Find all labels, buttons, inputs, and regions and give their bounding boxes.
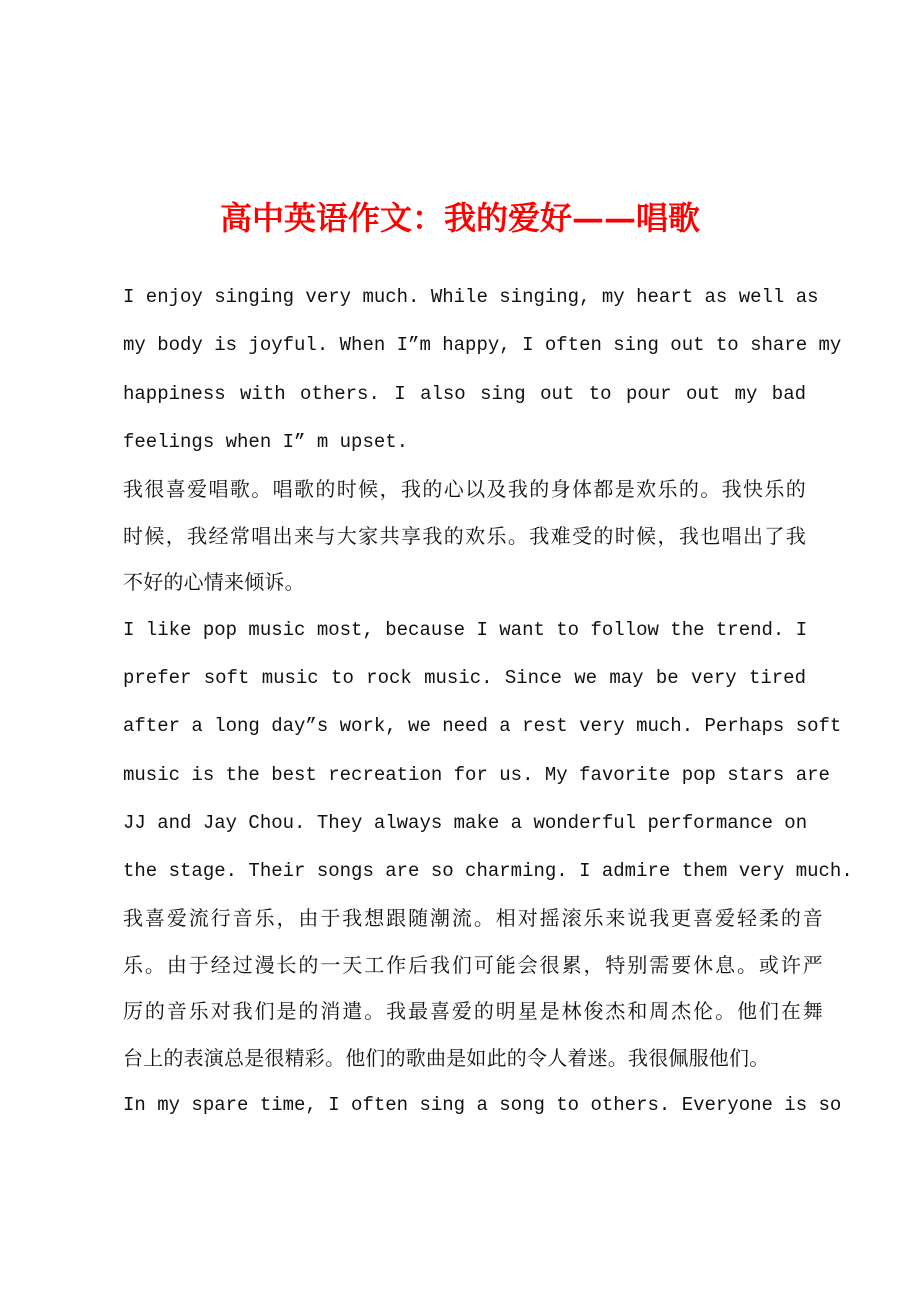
- text-line: after a long day”s work, we need a rest very much. Perhaps soft: [123, 715, 842, 738]
- text-line: happiness with others. I also sing out to pour out my bad: [123, 382, 806, 405]
- paragraph-chinese-2: [123, 895, 823, 1081]
- text-line: music is the best recreation for us. My favorite pop stars are: [123, 763, 830, 786]
- document-title: 高中英语作文：我的爱好——唱歌: [219, 199, 700, 237]
- text-line: 乐。由于经过漫长的一天工作后我们可能会很累，特别需要休息。或许严: [123, 952, 823, 977]
- text-line: 时候，我经常唱出来与大家共享我的欢乐。我难受的时候，我也唱出了我: [123, 523, 806, 548]
- text-line: 台上的表演总是很精彩。他们的歌曲是如此的令人着迷。我很佩服他们。: [123, 1045, 770, 1070]
- text-line: 我喜爱流行音乐，由于我想跟随潮流。相对摇滚乐来说我更喜爱轻柔的音: [123, 906, 823, 931]
- text-line: In my spare time, I often sing a song to others. Everyone is so: [123, 1094, 842, 1117]
- text-line: 不好的心情来倾诉。: [123, 570, 305, 595]
- text-line: prefer soft music to rock music. Since we may be very tired: [123, 666, 806, 689]
- text-line: 我很喜爱唱歌。唱歌的时候，我的心以及我的身体都是欢乐的。我快乐的: [123, 477, 806, 502]
- text-line: my body is joyful. When I”m happy, I often sing out to share my: [123, 334, 842, 357]
- text-line: JJ and Jay Chou. They always make a wonderful performance on: [123, 811, 808, 834]
- paragraph-english-3: [123, 1081, 842, 1129]
- text-line: I like pop music most, because I want to follow the trend. I: [123, 618, 808, 641]
- text-line: I enjoy singing very much. While singing, my heart as well as: [123, 286, 819, 308]
- document-body: [123, 273, 853, 1130]
- text-line: feelings when I” m upset.: [123, 430, 409, 453]
- text-line: 厉的音乐对我们是的消遣。我最喜爱的明星是林俊杰和周杰伦。他们在舞: [123, 999, 823, 1024]
- paragraph-english-1: [123, 273, 842, 466]
- paragraph-chinese-1: [123, 466, 806, 606]
- paragraph-english-2: [123, 606, 853, 896]
- text-line: the stage. Their songs are so charming. I admire them very much.: [123, 860, 853, 883]
